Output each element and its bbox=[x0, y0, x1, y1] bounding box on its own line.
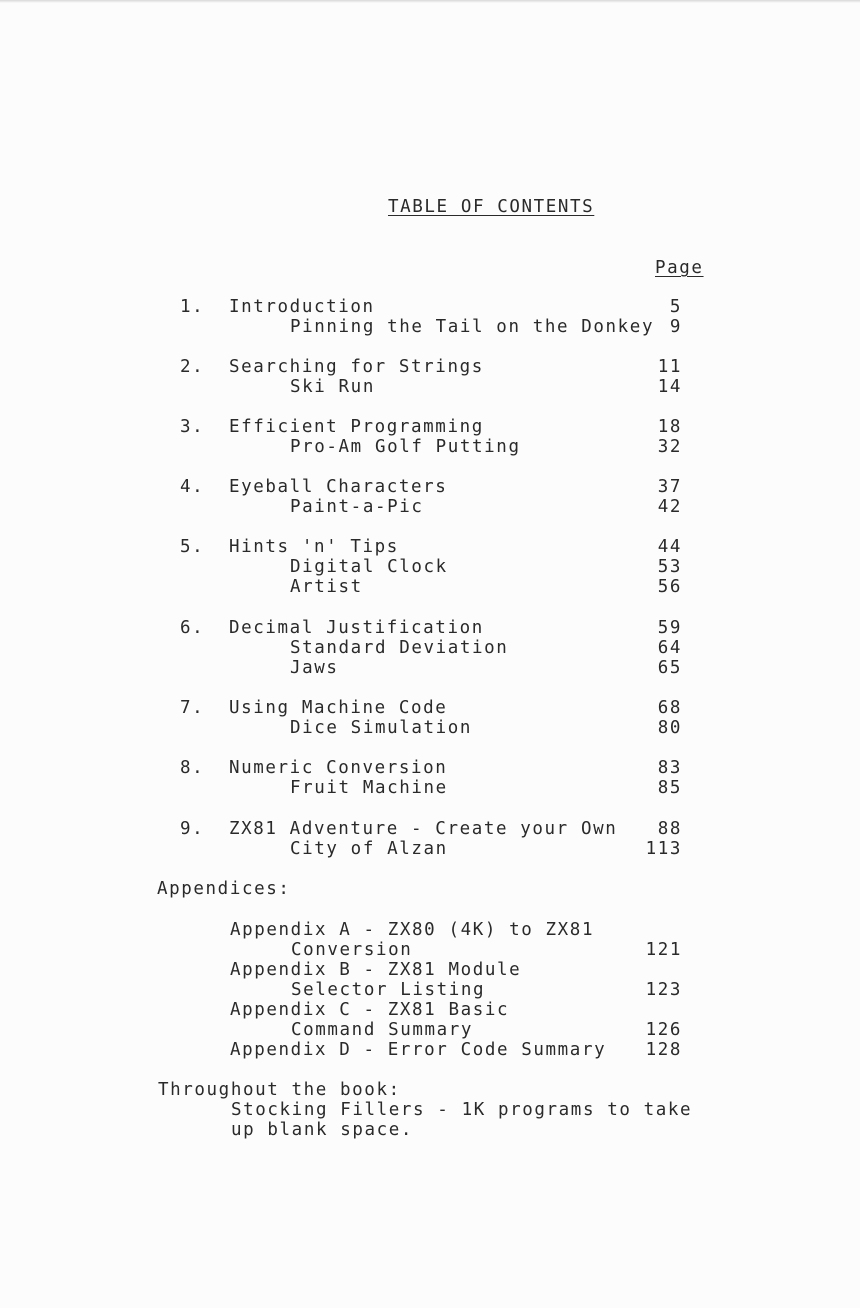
chapter-subtitle: Artist bbox=[290, 577, 363, 597]
chapter-subtitle: Standard Deviation bbox=[290, 638, 509, 658]
chapter-title: Searching for Strings bbox=[229, 357, 484, 377]
chapter-page: 59 bbox=[657, 618, 682, 638]
chapter-subtitle: Pinning the Tail on the Donkey bbox=[290, 317, 655, 337]
chapter-subtitle-page: 32 bbox=[657, 437, 682, 457]
chapter-title: Introduction bbox=[229, 297, 375, 317]
chapter-number: 3. bbox=[180, 417, 205, 437]
chapter-title: ZX81 Adventure - Create your Own bbox=[229, 819, 618, 839]
chapter-number: 8. bbox=[180, 758, 205, 778]
chapter-number: 2. bbox=[180, 357, 205, 377]
appendix-title: Appendix B - ZX81 Module bbox=[230, 960, 522, 980]
appendix-title: Appendix C - ZX81 Basic bbox=[230, 1000, 510, 1020]
chapter-number: 7. bbox=[180, 698, 205, 718]
chapter-subtitle-page: 65 bbox=[657, 658, 682, 678]
chapter-page: 83 bbox=[657, 758, 682, 778]
chapter-page: 44 bbox=[657, 537, 682, 557]
chapter-page: 37 bbox=[657, 477, 682, 497]
chapter-subtitle: Dice Simulation bbox=[290, 718, 473, 738]
appendix-page: 121 bbox=[645, 940, 682, 960]
chapter-number: 4. bbox=[180, 477, 205, 497]
chapter-title: Efficient Programming bbox=[229, 417, 484, 437]
appendix-page: 126 bbox=[645, 1020, 682, 1040]
chapter-subtitle: Paint-a-Pic bbox=[290, 497, 424, 517]
appendices-heading: Appendices: bbox=[157, 879, 291, 899]
chapter-number: 5. bbox=[180, 537, 205, 557]
chapter-subtitle-page: 113 bbox=[645, 839, 682, 859]
chapter-number: 1. bbox=[180, 297, 205, 317]
page-title: TABLE OF CONTENTS bbox=[388, 197, 595, 217]
chapter-title: Eyeball Characters bbox=[229, 477, 448, 497]
chapter-subtitle-page: 42 bbox=[657, 497, 682, 517]
appendix-title-continued: Selector Listing bbox=[291, 980, 486, 1000]
chapter-subtitle: Pro-Am Golf Putting bbox=[290, 437, 521, 457]
chapter-title: Decimal Justification bbox=[229, 618, 484, 638]
appendix-title-continued: Command Summary bbox=[291, 1020, 474, 1040]
chapter-subtitle-page: 80 bbox=[657, 718, 682, 738]
chapter-subtitle: City of Alzan bbox=[290, 839, 448, 859]
chapter-number: 6. bbox=[180, 618, 205, 638]
chapter-subtitle-page: 14 bbox=[657, 377, 682, 397]
chapter-subtitle-page: 9 bbox=[669, 317, 682, 337]
page-column-header: Page bbox=[655, 258, 704, 278]
chapter-subtitle: Digital Clock bbox=[290, 557, 448, 577]
chapter-subtitle-page: 56 bbox=[657, 577, 682, 597]
chapter-page: 68 bbox=[657, 698, 682, 718]
appendix-title: Appendix A - ZX80 (4K) to ZX81 bbox=[230, 920, 595, 940]
appendix-title-continued: Conversion bbox=[291, 940, 413, 960]
chapter-page: 18 bbox=[657, 417, 682, 437]
chapter-page: 11 bbox=[657, 357, 682, 377]
chapter-subtitle: Jaws bbox=[290, 658, 339, 678]
chapter-subtitle-page: 85 bbox=[657, 778, 682, 798]
appendix-page: 123 bbox=[645, 980, 682, 1000]
chapter-number: 9. bbox=[180, 819, 205, 839]
appendix-title: Appendix D - Error Code Summary bbox=[230, 1040, 607, 1060]
page-edge-shadow bbox=[0, 0, 860, 3]
chapter-subtitle: Fruit Machine bbox=[290, 778, 448, 798]
appendix-page: 128 bbox=[645, 1040, 682, 1060]
throughout-note: Stocking Fillers - 1K programs to take bbox=[231, 1100, 693, 1120]
chapter-title: Hints 'n' Tips bbox=[229, 537, 399, 557]
chapter-page: 88 bbox=[657, 819, 682, 839]
throughout-note-continued: up blank space. bbox=[231, 1120, 414, 1140]
throughout-heading: Throughout the book: bbox=[158, 1080, 401, 1100]
chapter-title: Using Machine Code bbox=[229, 698, 448, 718]
chapter-subtitle-page: 64 bbox=[657, 638, 682, 658]
chapter-title: Numeric Conversion bbox=[229, 758, 448, 778]
chapter-subtitle-page: 53 bbox=[657, 557, 682, 577]
chapter-page: 5 bbox=[669, 297, 682, 317]
chapter-subtitle: Ski Run bbox=[290, 377, 375, 397]
